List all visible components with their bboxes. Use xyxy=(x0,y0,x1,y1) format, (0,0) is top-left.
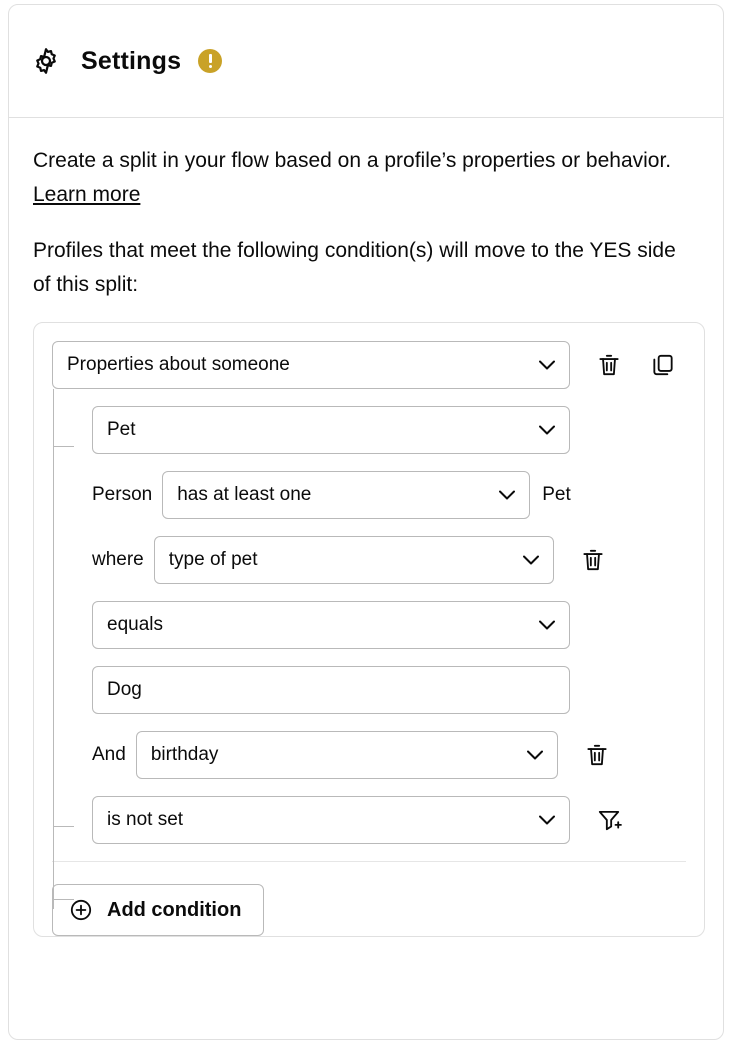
person-label: Person xyxy=(92,484,153,505)
person-operator-value: has at least one xyxy=(177,484,312,505)
chevron-down-icon xyxy=(499,490,515,500)
person-operator-row xyxy=(92,471,686,519)
chevron-down-icon xyxy=(539,815,555,825)
condition-description: Profiles that meet the following condition(s) will move to the YES side of this split: xyxy=(33,239,676,296)
add-filter-button[interactable] xyxy=(594,805,624,835)
person-suffix-label: Pet xyxy=(542,484,571,505)
comparator-row xyxy=(92,601,686,649)
delete-group-button[interactable] xyxy=(594,350,624,380)
condition-card xyxy=(33,322,705,937)
property-row xyxy=(92,406,686,454)
where-label: where xyxy=(92,549,144,570)
chevron-down-icon xyxy=(523,555,539,565)
tree-connector-vertical xyxy=(53,389,54,909)
settings-panel xyxy=(8,4,724,1040)
person-operator-select[interactable] xyxy=(162,471,530,519)
where-row xyxy=(92,536,686,584)
property-value: Pet xyxy=(107,419,136,440)
condition-group-value: Properties about someone xyxy=(67,354,290,375)
trash-icon xyxy=(596,352,622,378)
and-property-value: birthday xyxy=(150,744,219,765)
comparator-select[interactable] xyxy=(92,601,570,649)
condition-group-select[interactable] xyxy=(52,341,570,389)
value-row xyxy=(92,666,686,714)
where-select[interactable] xyxy=(154,536,554,584)
duplicate-group-button[interactable] xyxy=(648,350,678,380)
learn-more-link[interactable]: Learn more xyxy=(33,183,141,206)
tree-connector-branch-2 xyxy=(53,826,74,827)
and-property-row xyxy=(92,731,686,779)
panel-header xyxy=(9,5,723,118)
trash-icon xyxy=(584,742,610,768)
delete-where-button[interactable] xyxy=(578,545,608,575)
and-operator-row xyxy=(92,796,686,844)
panel-body xyxy=(9,118,723,937)
warning-icon xyxy=(198,49,222,73)
trash-icon xyxy=(580,547,606,573)
value-input[interactable]: Dog xyxy=(92,666,570,714)
intro-text-main: Create a split in your flow based on a profile’s properties or behavior. xyxy=(33,149,672,172)
add-condition-label: Add condition xyxy=(107,898,242,921)
add-condition-button[interactable] xyxy=(52,884,264,936)
card-divider xyxy=(52,861,686,862)
tree-connector-branch-3 xyxy=(53,899,74,900)
gear-icon xyxy=(31,46,61,76)
delete-and-condition-button[interactable] xyxy=(582,740,612,770)
property-select[interactable] xyxy=(92,406,570,454)
and-label: And xyxy=(92,744,126,765)
and-property-select[interactable] xyxy=(136,731,558,779)
chevron-down-icon xyxy=(539,620,555,630)
intro-text xyxy=(33,144,693,212)
chevron-down-icon xyxy=(539,360,555,370)
comparator-value: equals xyxy=(107,614,163,635)
and-operator-value: is not set xyxy=(107,809,184,830)
where-value: type of pet xyxy=(168,549,258,570)
chevron-down-icon xyxy=(539,425,555,435)
tree-connector-branch-1 xyxy=(53,446,74,447)
filter-plus-icon xyxy=(596,807,622,833)
plus-circle-icon xyxy=(69,898,93,922)
chevron-down-icon xyxy=(527,750,543,760)
copy-icon xyxy=(650,352,676,378)
and-operator-select[interactable] xyxy=(92,796,570,844)
page-title: Settings xyxy=(81,46,182,75)
condition-group-row xyxy=(52,341,686,389)
